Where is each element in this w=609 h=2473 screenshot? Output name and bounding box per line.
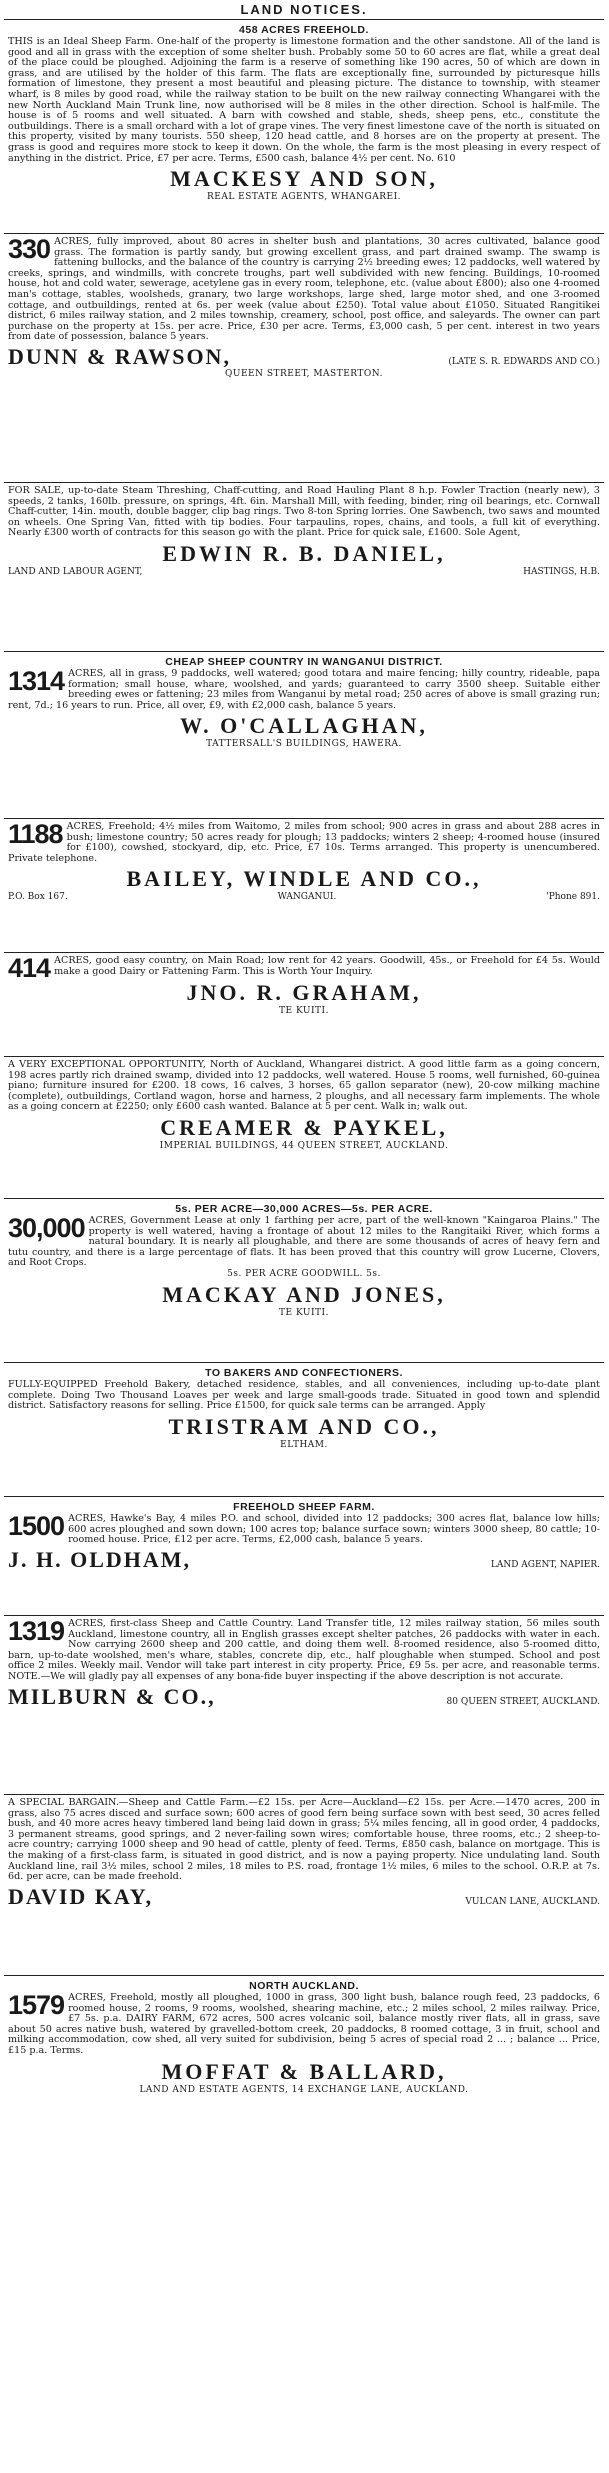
agent-name: MILBURN & CO., <box>8 1683 216 1709</box>
agent-name: MOFFAT & BALLARD, <box>161 2058 447 2084</box>
agent-name: EDWIN R. B. DANIEL, <box>162 540 446 566</box>
agent-address: LAND AND ESTATE AGENTS, 14 EXCHANGE LANE, AUCKLAND. <box>139 2084 469 2095</box>
notice-body: ACRES, fully improved, about 80 acres in shelter bush and plantations, 30 acres cultivated, balance good grass. The formation is partly sandy, but growing excellent grass, and part drained swamp. The swamp is fattening bullocks, and the balance of the country is carrying 2½ breeding ewes; 12 paddocks, well watered by creeks, springs, and windmills, with concrete troughs, part well subdivided with new fencing. Buildings, 10-roomed house, hot and cold water, sewerage, acetylene gas in every room, telephone, etc. (value about £800); also one 4-roomed man's cottage, stables, woolsheds, granary, two large workshops, large shed, large motor shed, and one 3-roomed cottage, and outbuildings, rented at 6s. per week (value about £250). Total value about £1050. Situated Rangitikei district, 6 miles railway station, and 2 miles township, creamery, school, post office, and saleyards. The owner can part purchase on the property at 15s. per acre. Price, £30 per acre. Terms, £3,000 cash, 5 per cent. interest in two years from date of possession, balance 5 years. <box>8 236 600 343</box>
agent-name: TRISTRAM AND CO., <box>168 1413 440 1439</box>
notice-body: FULLY-EQUIPPED Freehold Bakery, detached residence, stables, and all conveniences, including up-to-date plant complete. Doing Two Thousand Loaves per week and large small-goods trade. Situated in good town and splendid district. Satisfactory reasons for selling. Price £1500, for quick sale terms can be arranged. Apply <box>8 1379 600 1412</box>
notice-heading: CHEAP SHEEP COUNTRY IN WANGANUI DISTRICT. <box>165 656 443 668</box>
land-notice <box>4 1363 604 1497</box>
agent-name: W. O'CALLAGHAN, <box>180 713 428 739</box>
agent-name: JNO. R. GRAHAM, <box>186 980 422 1005</box>
notice-body: FOR SALE, up-to-date Steam Threshing, Chaff-cutting, and Road Hauling Plant 8 h.p. Fowler Traction (nearly new), 3 speeds, 2 tanks, 160lb. pressure, on springs, 4ft. 6in. Marshall Mill, with feeding, binder, ring oil bearings, etc. Cornwall Chaff-cutter, 14in. mouth, double bagger, clip bag rings. Two 8-ton Spring lorries. One Sawbench, two saws and mounted on wheels. One Spring Van, fitted with tip bodies. Four tarpaulins, ropes, chains, and tools, a full kit of everything. Nearly £300 worth of contracts for this season go with the plant. Price for quick sale, £1600. Sole Agent, <box>8 485 600 539</box>
notice-body: ACRES, good easy country, on Main Road; low rent for 42 years. Goodwill, 45s., or Freehold for £4 5s. Would make a good Dairy or Fattening Farm. This is Worth Your Inquiry. <box>54 955 600 977</box>
agent-note: (LATE S. R. EDWARDS AND CO.) <box>448 356 600 367</box>
acreage-figure: 1319 <box>8 1616 65 1646</box>
acreage-figure: 1500 <box>8 1511 65 1541</box>
acreage-figure: 1314 <box>8 666 65 696</box>
land-notice <box>4 234 604 483</box>
acreage-figure: 1579 <box>8 1990 65 2020</box>
notice-body: A VERY EXCEPTIONAL OPPORTUNITY, North of Auckland, Whangarei district. A good little farm as a going concern, 198 acres partly rich drained swamp, divided into 12 paddocks, well watered. House 5 rooms, well furnished, 60-guinea piano; furniture insured for £200. 18 cows, 16 calves, 3 horses, 65 gallon separator (new), 20-cow milking machine (complete), outbuildings, Cortland wagon, horse and harness, 2 ploughs, and all necessary farm implements. The whole as a going concern at £2250; only £600 cash wanted. Balance at 5 per cent. Walk in; walk out. <box>8 1059 600 1113</box>
agent-address: REAL ESTATE AGENTS, WHANGAREI. <box>207 192 401 203</box>
land-notice <box>4 819 604 953</box>
notice-body: ACRES, first-class Sheep and Cattle Country. Land Transfer title, 12 miles railway station, 56 miles south Auckland, limestone country, all in English grasses except shelter patches, 26 paddocks with water in each. Now carrying 2600 sheep and 200 cattle, and doing them well. 8-roomed residence, also 5-roomed ditto, barn, up-to-date woolshed, men's whare, stables, concrete dip, etc., half ploughable when stumped. School and post office 2 miles. Weekly mail. Vendor will take part interest in city property. Price, £9 5s. per acre, and reasonable terms. NOTE.—We will gladly pay all expenses of any bona-fide buyer inspecting if the above description is not accurate. <box>8 1618 600 1682</box>
notice-heading: TO BAKERS AND CONFECTIONERS. <box>205 1367 403 1379</box>
agent-name: DAVID KAY, <box>8 1883 154 1909</box>
agent-name: MACKESY AND SON, <box>170 166 438 192</box>
agent-address: IMPERIAL BUILDINGS, 44 QUEEN STREET, AUCKLAND. <box>159 1140 449 1151</box>
land-notice <box>4 1616 604 1795</box>
agent-note: 80 QUEEN STREET, AUCKLAND. <box>446 1696 600 1707</box>
notice-heading: 5s. PER ACRE—30,000 ACRES—5s. PER ACRE. <box>175 1203 433 1215</box>
agent-town: WANGANUI. <box>277 892 337 903</box>
agent-note: VULCAN LANE, AUCKLAND. <box>465 1896 600 1907</box>
notice-body: ACRES, Freehold; 4½ miles from Waitomo, 2 miles from school; 900 acres in grass and about 288 acres in bush; limestone country; 50 acres ready for plough; 13 paddocks; winters 2 sheep; 4-roomed house (insured for £100), cowshed, stockyard, dip, etc. Price, £7 10s. Terms arranged. This property is unencumbered. Private telephone. <box>8 821 600 864</box>
agent-name: BAILEY, WINDLE AND CO., <box>126 866 482 892</box>
notice-body: A SPECIAL BARGAIN.—Sheep and Cattle Farm.—£2 15s. per Acre—Auckland—£2 15s. per Acre.—1470 acres, 200 in grass, also 75 acres disced and surface sown; 600 acres of good fern being surface sown with best seed, 30 acres felled bush, and 40 more acres heavy timbered land being laid down in grass; 5¼ miles fencing, all in good order, 4 paddocks, 3 permanent streams, good springs, and 2 never-failing sown wires; comfortable house, three rooms, etc.; 2 sheep-to-acre country; carrying 1000 sheep and 90 head of cattle, plenty of feed. Terms, £850 cash, balance on mortgage. This is the making of a first-class farm, is situated in good district, and is now a paying property. Nice undulating land. South Auckland line, rail 3½ miles, school 2 miles, 18 miles to P.S. road, frontage 1½ miles, 6 miles to the school. O.R.P. at 7s. 6d. per acre, can be made freehold. <box>8 1797 600 1883</box>
agent-address: TATTERSALL'S BUILDINGS, HAWERA. <box>206 739 402 750</box>
land-notice <box>4 1497 604 1616</box>
notice-body: ACRES, Hawke's Bay, 4 miles P.O. and school, divided into 12 paddocks; 300 acres flat, balance low hills; 600 acres ploughed and sown down; 100 acres top; balance surface sown; winters 3000 sheep, 80 cattle; 10-roomed house. Price, £12 per acre. Terms, £2,000 cash, balance 5 years. <box>68 1513 600 1546</box>
land-notice <box>4 483 604 652</box>
acreage-figure: 1188 <box>8 819 63 849</box>
agent-address: TE KUITI. <box>279 1006 329 1016</box>
goodwill-note: 5s. PER ACRE GOODWILL. 5s. <box>227 1268 381 1279</box>
phone-number: 'Phone 891. <box>546 892 600 903</box>
land-notice <box>4 652 604 819</box>
notice-body: ACRES, all in grass, 9 paddocks, well watered; good totara and maire fencing; hilly country, rideable, papa formation; small house, whare, woolshed, and yards; guaranteed to carry 3500 sheep. Suitable either breeding ewes or fattening; 23 miles from Wanganui by metal road; 250 acres of above is small grazing run; rent, 7d.; 16 years to run. Price, all over, £9, with £2,000 cash, balance 5 years. <box>8 668 600 711</box>
agent-address: TE KUITI. <box>279 1307 329 1318</box>
land-notice <box>4 1199 604 1363</box>
agent-note: LAND AGENT, NAPIER. <box>490 1559 600 1570</box>
agent-occupation: LAND AND LABOUR AGENT, <box>8 566 143 577</box>
notice-body: ACRES, Government Lease at only 1 farthing per acre, part of the well-known "Kaingaroa Plains." The property is well watered, having a frontage of about 12 miles to the Rangitaiki River, which forms a natural boundary. It is nearly all ploughable, and there are some thousands of acres of heavy fern and tutu country, and there is a large percentage of flats. It has been proved that this country will grow Lucerne, Clovers, and Root Crops. <box>8 1215 600 1269</box>
notice-heading: 458 ACRES FREEHOLD. <box>239 24 369 36</box>
notice-body: THIS is an Ideal Sheep Farm. One-half of the property is limestone formation and the other sandstone. All of the land is good and all in grass with the exception of some shelter bush. Probably some 50 to 60 acres are flat, while a great deal of the place could be ploughed. Adjoining the farm is a reserve of something like 190 acres, 50 of which are down in grass, and are utilised by the holder of this farm. The flats are exceptionally fine, surrounded by picturesque hills formation of limestone, they present a most beautiful and pleasing picture. The distance to township, with steamer wharf, is 8 miles by good road, while the railway station to be built on the new railway connecting Whangarei with the new North Auckland Main Trunk line, now authorised will be 8 miles in the other direction. School is half-mile. The house is of 5 rooms and well situated. A barn with cowshed and stable, sheds, sheep pens, etc., constitute the outbuildings. There is a small orchard with a lot of grape vines. The very finest limestone cave of the north is situated on this property, visited by many tourists. 550 sheep, 120 head cattle, and 8 horses are on the property at present. The grass is good and requires more stock to keep it down. On the whole, the farm is the most pleasing in every respect of anything in the district. Price, £7 per acre. Terms, £500 cash, balance 4½ per cent. No. 610 <box>8 36 600 164</box>
acreage-figure: 330 <box>8 234 51 264</box>
agent-name: DUNN & RAWSON, <box>8 343 231 369</box>
notice-body: ACRES, Freehold, mostly all ploughed, 1000 in grass, 300 light bush, balance rough feed, 23 paddocks, 6 roomed house, 2 rooms, 9 rooms, woolshed, shearing machine, etc.; 2 miles school, 2 miles railway. Price, £7 5s. p.a. DAIRY FARM, 672 acres, 500 acres volcanic soil, balance mostly river flats, all in grass, save about 50 acres native bush, watered by gravelled-bottom creek, 20 paddocks, 8 roomed cottage, 3 in fruit, school and milking accommodation, cow shed, all very suited for subdivision, being 5 acres of special road 2 ... ; balance ... Price, £15 p.a. Terms. <box>8 1992 600 2056</box>
agent-name: J. H. OLDHAM, <box>8 1546 192 1572</box>
land-notice <box>4 20 604 234</box>
notice-heading: FREEHOLD SHEEP FARM. <box>233 1501 375 1513</box>
newspaper-page <box>4 0 604 2134</box>
agent-address: QUEEN STREET, MASTERTON. <box>225 368 383 379</box>
acreage-figure: 414 <box>8 953 51 983</box>
agent-name: MACKAY AND JONES, <box>162 1281 446 1307</box>
acreage-figure: 30,000 <box>8 1213 85 1243</box>
po-box: P.O. Box 167. <box>8 892 68 903</box>
land-notice <box>4 1057 604 1199</box>
agent-town: HASTINGS, H.B. <box>523 566 600 577</box>
agent-address: ELTHAM. <box>280 1439 328 1450</box>
land-notice <box>4 1795 604 1976</box>
agent-name: CREAMER & PAYKEL, <box>160 1114 448 1140</box>
page-title: LAND NOTICES. <box>240 2 368 17</box>
notice-heading: NORTH AUCKLAND. <box>249 1980 359 1992</box>
land-notice <box>4 1976 604 2134</box>
land-notice <box>4 953 604 1057</box>
